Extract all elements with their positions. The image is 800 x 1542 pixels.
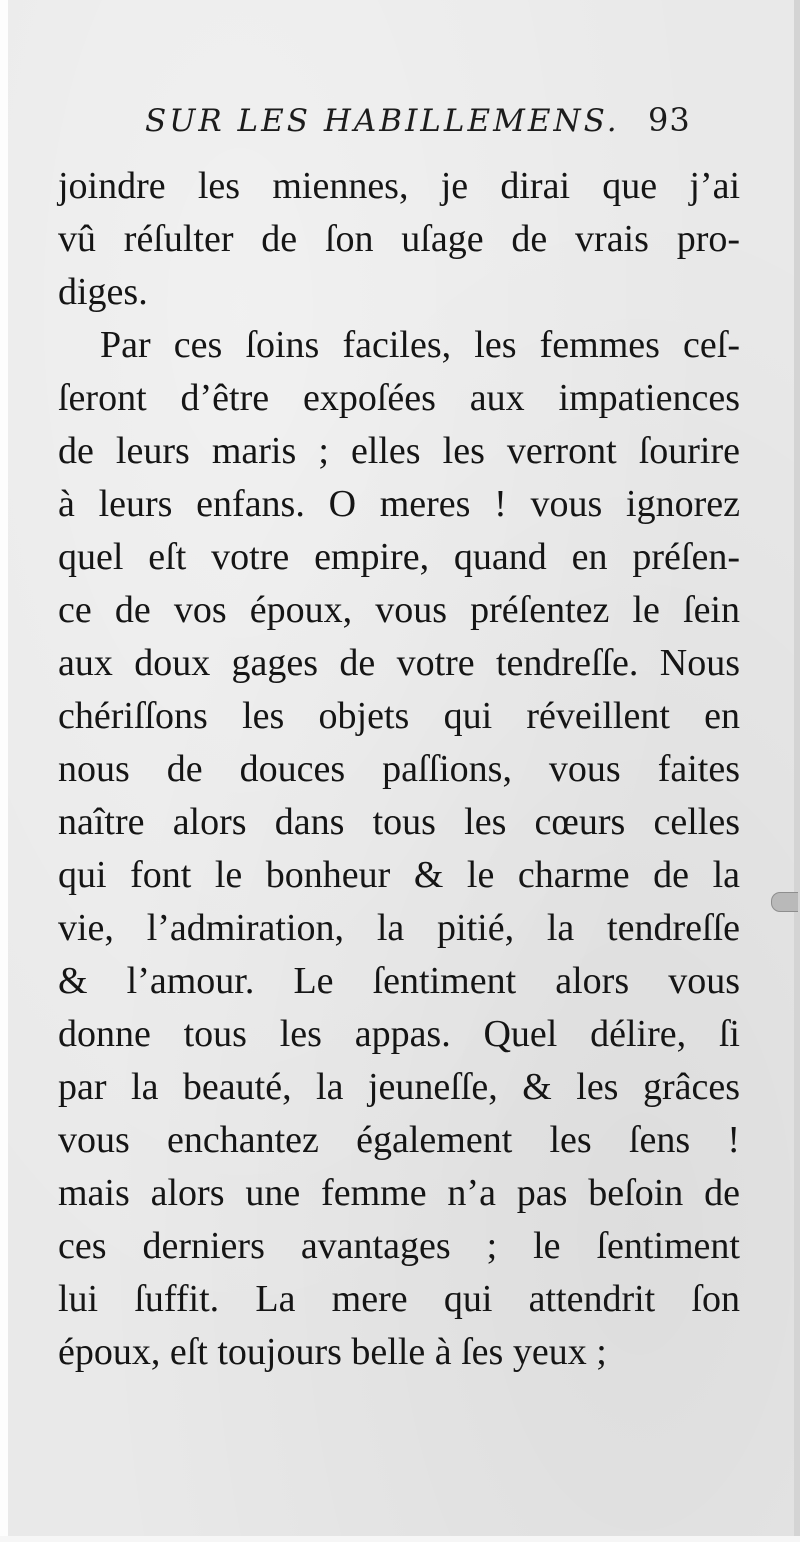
text-line: & l’amour. Le ſentiment alors vous bbox=[58, 960, 740, 1002]
text-line: de leurs maris ; elles les verront ſourire bbox=[58, 430, 740, 472]
text-line: vous enchantez également les ſens ! bbox=[58, 1119, 740, 1161]
text-line: naître alors dans tous les cœurs celles bbox=[58, 801, 740, 843]
text-line: à leurs enfans. O meres ! vous ignorez bbox=[58, 483, 740, 525]
text-line: lui ſuffit. La mere qui attendrit ſon bbox=[58, 1278, 740, 1320]
text-line: vû réſulter de ſon uſage de vrais pro- bbox=[58, 218, 740, 260]
text-line: époux, eſt toujours belle à ſes yeux ; bbox=[58, 1331, 607, 1373]
text-line: quel eſt votre empire, quand en préſen- bbox=[58, 536, 740, 578]
text-line: ce de vos époux, vous préſentez le ſein bbox=[58, 589, 740, 631]
paragraph-start-line: Par ces ſoins faciles, les femmes ceſ- bbox=[100, 324, 740, 366]
text-line: chériſſons les objets qui réveillent en bbox=[58, 695, 740, 737]
running-title: SUR LES HABILLEMENS. bbox=[145, 103, 620, 139]
text-line: mais alors une femme n’a pas beſoin de bbox=[58, 1172, 740, 1214]
page-edge-left bbox=[0, 0, 8, 1542]
text-line: nous de douces paſſions, vous faites bbox=[58, 748, 740, 790]
text-line: joindre les miennes, je dirai que j’ai bbox=[58, 165, 740, 207]
page-tab-marker bbox=[771, 892, 798, 912]
text-line: ſeront d’être expoſées aux impatiences bbox=[58, 377, 740, 419]
page-edge-bottom bbox=[0, 1536, 800, 1542]
text-line: diges. bbox=[58, 271, 148, 313]
text-line: qui font le bonheur & le charme de la bbox=[58, 854, 740, 896]
text-line: par la beauté, la jeuneſſe, & les grâces bbox=[58, 1066, 740, 1108]
body-text bbox=[58, 160, 740, 1379]
text-line: aux doux gages de votre tendreſſe. Nous bbox=[58, 642, 740, 684]
text-line: ces derniers avantages ; le ſentiment bbox=[58, 1225, 740, 1267]
page-edge-right bbox=[794, 0, 800, 1542]
text-line: donne tous les appas. Quel délire, ſi bbox=[58, 1013, 740, 1055]
text-line: vie, l’admiration, la pitié, la tendreſſe bbox=[58, 907, 740, 949]
page-number: 93 bbox=[648, 101, 691, 139]
running-head bbox=[145, 103, 745, 149]
